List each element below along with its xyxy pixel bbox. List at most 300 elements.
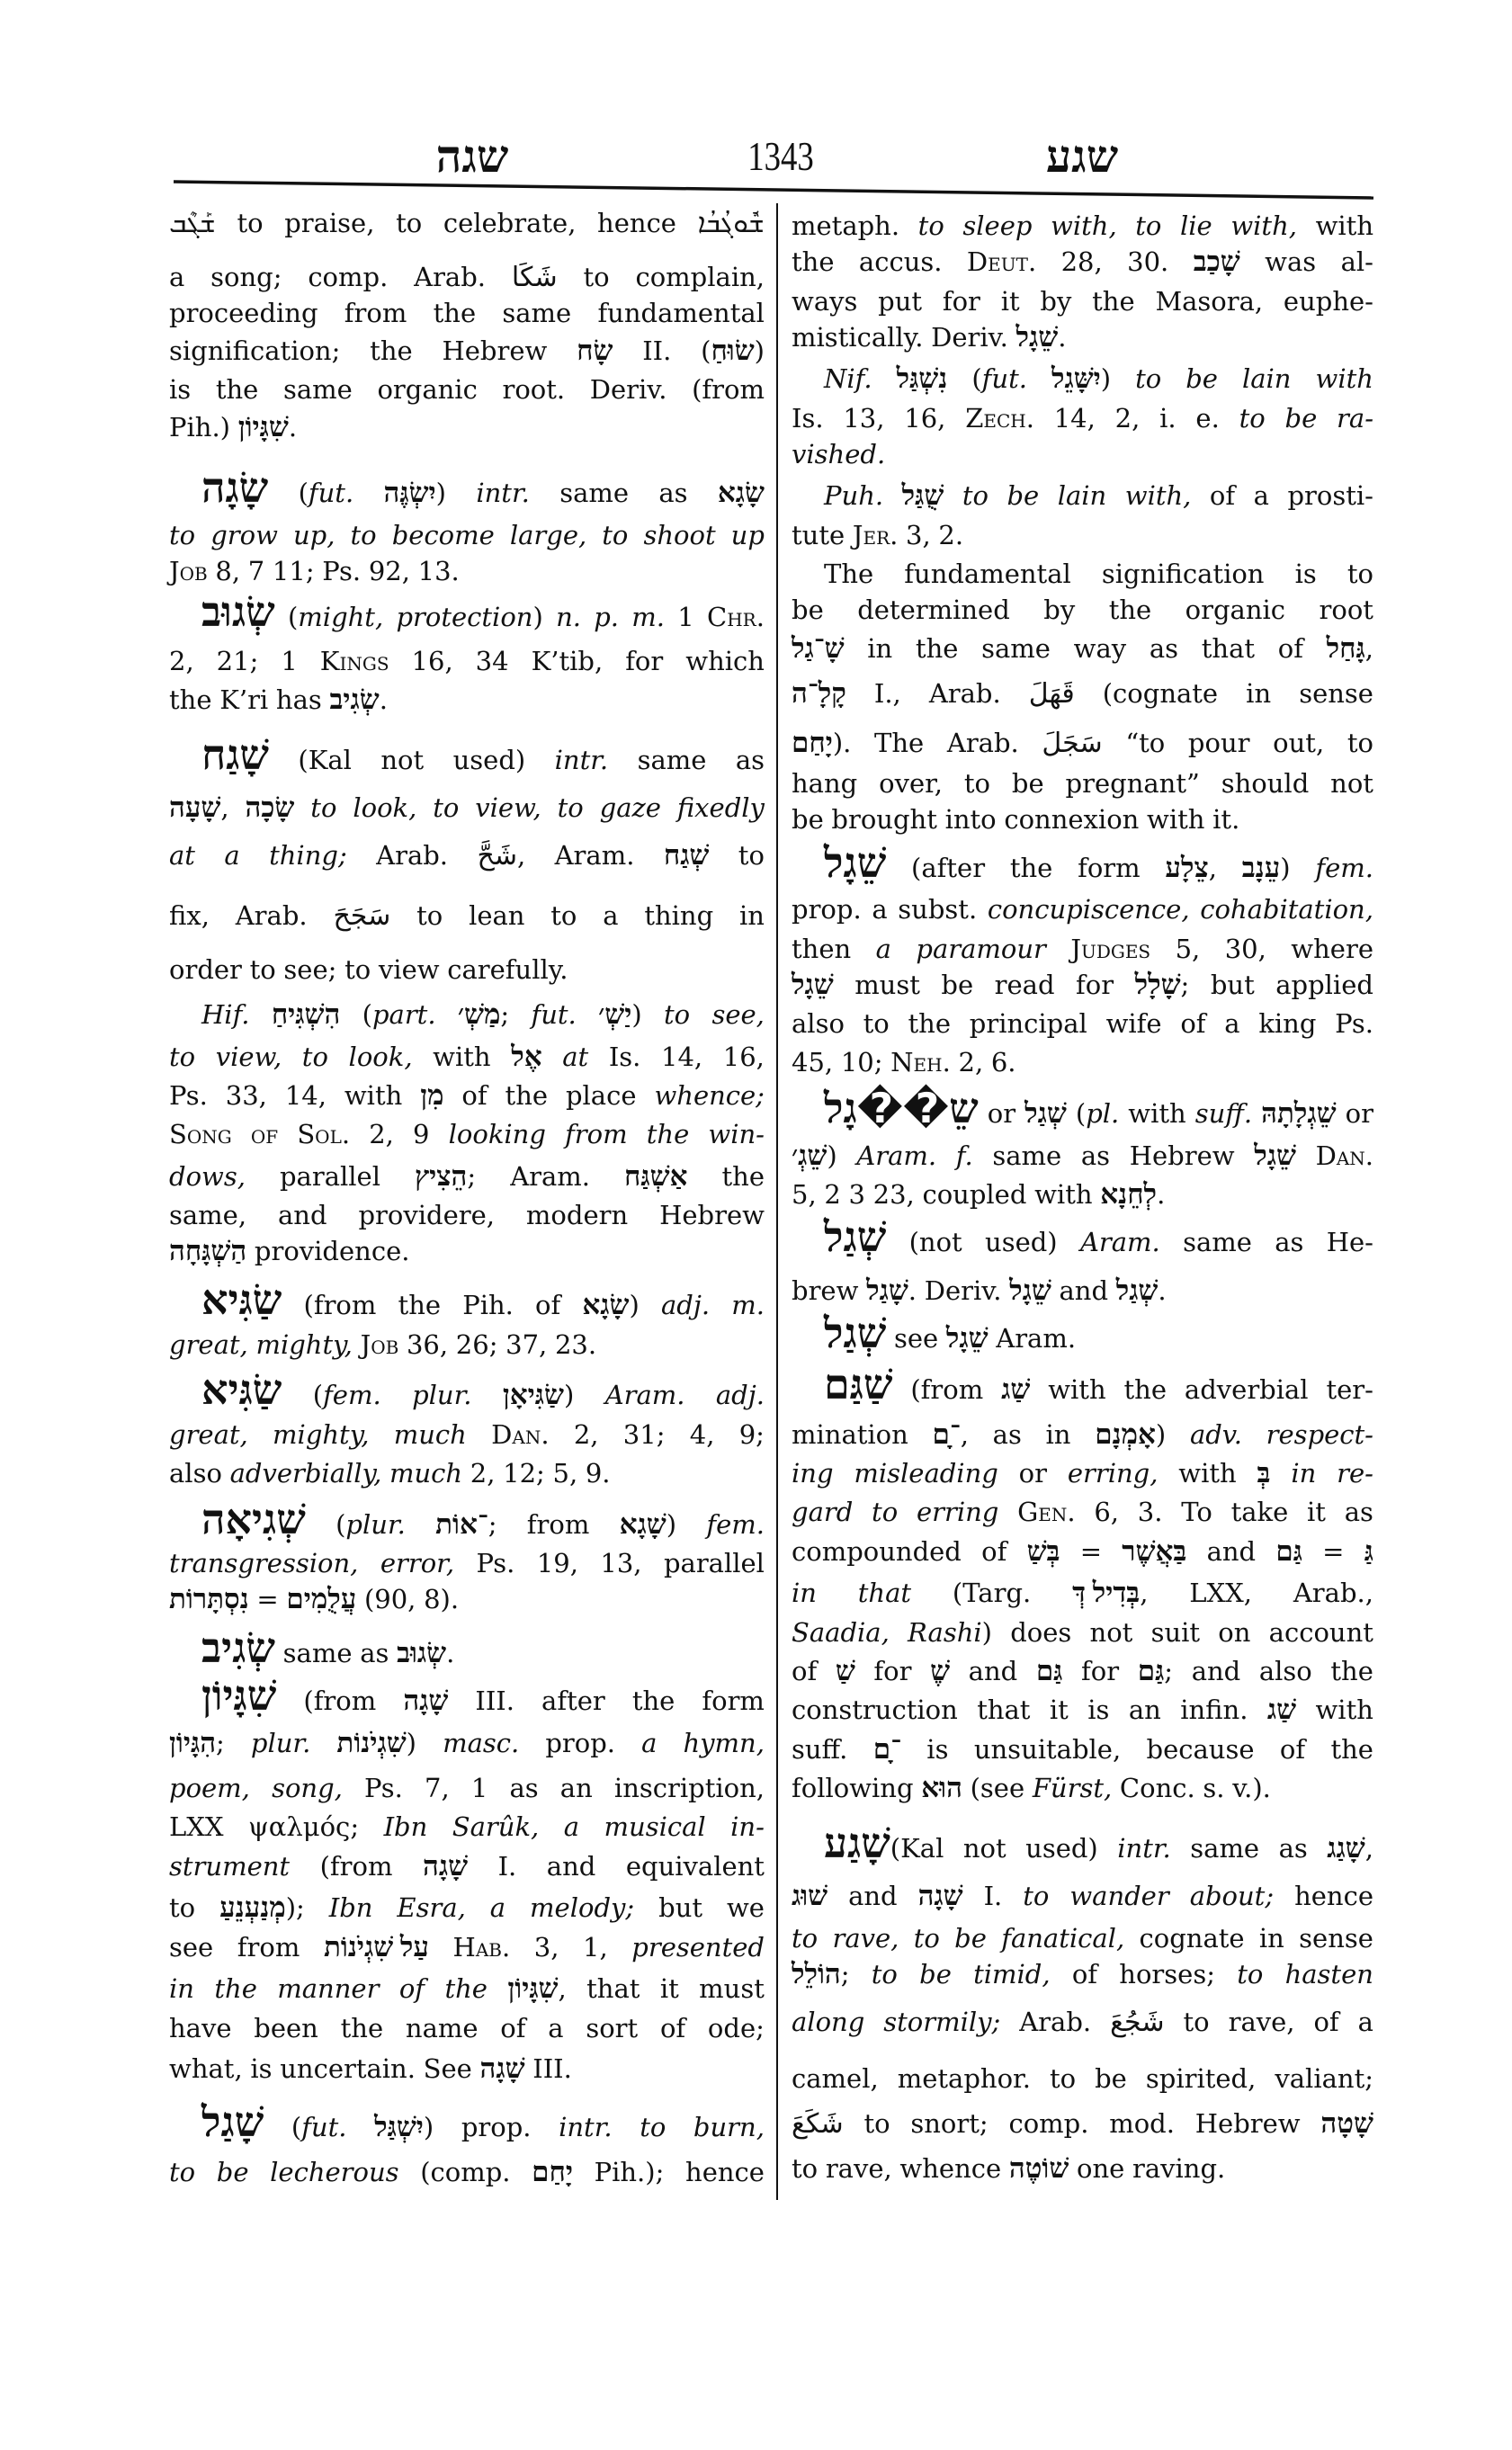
hebrew-word: מַשְׁ׳	[457, 998, 501, 1030]
italic-text: to	[1237, 1959, 1264, 1990]
text-run: ;	[488, 1509, 497, 1540]
word	[992, 1138, 1061, 1174]
text-run: as	[735, 745, 765, 775]
word	[380, 1545, 454, 1581]
hebrew-word: שַׂגִּיאָן	[502, 1379, 564, 1410]
italic-text: poem,	[169, 1773, 250, 1803]
word	[1094, 1494, 1119, 1530]
word	[210, 517, 278, 553]
text-run: must	[699, 1973, 765, 2004]
text-run: as	[658, 478, 688, 508]
italic-text: be	[1185, 363, 1218, 394]
text-run: of	[1209, 480, 1236, 511]
text-run: for	[873, 1656, 912, 1686]
headword: שְׁגִיאָה	[201, 1497, 306, 1542]
word	[873, 1176, 915, 1212]
word	[1007, 478, 1039, 514]
word	[1327, 630, 1373, 666]
text-line	[169, 2154, 765, 2190]
word	[169, 2051, 243, 2087]
text-run: to	[416, 900, 443, 931]
word	[535, 1287, 560, 1323]
word	[512, 259, 558, 295]
hebrew-word: יַשְׁ׳	[598, 998, 632, 1030]
word	[922, 1176, 1026, 1212]
italic-text: to	[557, 792, 584, 823]
word	[1316, 361, 1373, 397]
text-run: place	[565, 1080, 637, 1111]
text-run: =	[1079, 1536, 1103, 1567]
word	[792, 1494, 853, 1530]
hebrew-word: שְׂגוּב	[397, 1637, 447, 1668]
word	[664, 1545, 765, 1581]
word	[380, 742, 424, 778]
word	[1019, 1455, 1047, 1491]
text-line	[792, 1455, 1373, 1491]
word	[792, 1956, 850, 1992]
text-run: from	[526, 1509, 590, 1540]
word	[738, 837, 765, 873]
text-line	[169, 1077, 765, 1113]
italic-text: to	[1023, 1881, 1050, 1911]
text-run: .	[1157, 1179, 1166, 1210]
small-caps-reference: Dan.	[1315, 1140, 1373, 1171]
text-run: used)	[452, 745, 526, 775]
word	[1284, 283, 1373, 319]
running-head-right: שגע	[1045, 131, 1119, 182]
text-run: thing	[644, 900, 714, 931]
italic-text: intr.	[1117, 1833, 1171, 1864]
text-run: i.	[1159, 403, 1176, 434]
text-run: providere,	[358, 1200, 495, 1230]
hebrew-word: גַּם	[1275, 1535, 1302, 1567]
word	[1210, 478, 1235, 514]
text-run: of	[1277, 633, 1303, 664]
italic-text: fut.	[981, 363, 1027, 394]
word	[169, 2010, 232, 2046]
greek-word: ψαλμός	[248, 1811, 351, 1842]
word	[444, 1971, 488, 2007]
italic-text: hymn,	[683, 1728, 765, 1758]
word	[910, 2106, 988, 2142]
word	[1269, 1614, 1373, 1650]
word	[792, 765, 857, 801]
italic-text: burn,	[693, 2112, 765, 2142]
text-run: .	[379, 684, 388, 715]
text-run: not	[1330, 768, 1373, 799]
word	[609, 1039, 641, 1075]
word	[566, 1077, 637, 1113]
word	[1246, 675, 1271, 711]
word	[358, 1197, 495, 1233]
arabic-word: شَحَّ	[477, 840, 517, 872]
word	[1036, 1653, 1063, 1689]
word	[792, 1176, 817, 1212]
word	[1034, 1176, 1092, 1212]
word	[553, 1455, 578, 1491]
word	[1180, 1006, 1205, 1042]
word	[329, 682, 387, 718]
text-run: I.	[983, 1881, 1003, 1911]
text-line	[169, 465, 765, 511]
text-run: s.	[1203, 1773, 1225, 1803]
italic-text: with,	[1230, 210, 1297, 241]
word	[981, 1533, 1007, 1569]
text-run: .	[1058, 322, 1067, 353]
word	[475, 790, 541, 826]
text-run: fix,	[169, 900, 210, 931]
word	[792, 801, 824, 837]
text-line	[169, 259, 765, 295]
text-run: Aram.	[554, 840, 635, 871]
text-run: as	[1275, 1227, 1304, 1257]
word	[890, 1044, 951, 1080]
hebrew-word: הִשְׁגִּיחַ	[271, 998, 341, 1030]
italic-text: in	[792, 1578, 817, 1608]
word	[1147, 1731, 1255, 1767]
word	[640, 2109, 666, 2145]
text-run: for	[1076, 970, 1114, 1000]
word	[169, 837, 195, 873]
text-run: Aram.	[510, 1161, 590, 1192]
word	[169, 1848, 290, 1884]
text-run: with	[1315, 210, 1373, 241]
word	[638, 742, 707, 778]
word	[461, 2109, 532, 2145]
word	[1327, 1224, 1373, 1260]
word	[304, 1287, 377, 1323]
text-line	[792, 1310, 1373, 1356]
text-run: the	[1009, 853, 1053, 883]
word	[1072, 1575, 1148, 1611]
italic-text: re-	[1337, 1458, 1373, 1489]
text-run: 2,	[573, 1419, 599, 1450]
arabic-word: شَكَا	[511, 262, 558, 293]
word	[908, 1614, 992, 1650]
word	[412, 1377, 471, 1413]
text-run: on	[1218, 1617, 1251, 1648]
word	[256, 1581, 278, 1617]
text-run: not	[962, 1833, 1007, 1864]
word	[324, 1929, 429, 1965]
word	[792, 1770, 914, 1806]
hebrew-word: שָׁגָה	[403, 1685, 449, 1716]
word	[943, 283, 980, 319]
hebrew-word: שִׁגָּיוֹן	[237, 411, 289, 443]
word	[509, 1770, 538, 1806]
word	[1257, 1455, 1271, 1491]
text-run: ;	[500, 999, 510, 1030]
word	[201, 1497, 306, 1542]
word	[1364, 1533, 1373, 1569]
text-run: rave,	[825, 2153, 892, 2184]
italic-text: rave,	[832, 1923, 899, 1954]
text-run: with	[1315, 1694, 1373, 1725]
italic-text: fut.	[531, 999, 577, 1030]
italic-text: adverbially,	[229, 1458, 382, 1489]
italic-text: dows,	[169, 1161, 246, 1192]
word	[1051, 208, 1117, 244]
word	[792, 675, 846, 711]
word	[424, 2051, 472, 2087]
text-run: not	[380, 745, 425, 775]
italic-text: to	[1239, 403, 1266, 434]
small-caps-reference: Sol.	[297, 1119, 351, 1149]
text-line	[169, 371, 765, 407]
text-run: 2,	[369, 1119, 394, 1149]
text-run: because	[1146, 1734, 1255, 1765]
text-run: accus.	[858, 246, 943, 277]
text-run: by	[1040, 286, 1072, 317]
word	[379, 952, 440, 988]
word	[169, 295, 318, 331]
italic-text: ing	[792, 1458, 834, 1489]
word	[214, 1971, 257, 2007]
italic-text: to	[792, 1923, 819, 1954]
word	[555, 1327, 596, 1363]
text-run: it	[1307, 1497, 1326, 1527]
text-run: must	[854, 970, 920, 1000]
text-run: modern	[525, 1200, 629, 1230]
word	[470, 1455, 496, 1491]
word	[555, 837, 635, 873]
word	[1341, 244, 1373, 280]
italic-text: fem.	[706, 1509, 765, 1540]
word	[396, 205, 422, 241]
text-line	[169, 1770, 765, 1806]
word	[731, 517, 765, 553]
word	[413, 1116, 429, 1152]
italic-text: timid,	[973, 1959, 1051, 1990]
word	[883, 2004, 1000, 2040]
text-run: in	[1045, 1419, 1071, 1450]
italic-text: looking	[448, 1119, 546, 1149]
text-run: an	[559, 1773, 593, 1803]
word	[406, 2010, 479, 2046]
headword: שַׁגַּם	[824, 1362, 893, 1408]
word	[654, 1077, 765, 1113]
word	[169, 790, 229, 826]
hebrew-word: בְּשַׁ	[1026, 1535, 1060, 1567]
word	[1299, 675, 1373, 711]
word	[1295, 556, 1317, 592]
word	[283, 371, 353, 407]
text-line	[792, 1006, 1373, 1042]
word	[1337, 400, 1373, 436]
text-run: hang	[792, 768, 858, 799]
text-run: put	[878, 286, 923, 317]
text-line	[792, 1044, 1373, 1080]
text-run: with	[1147, 804, 1205, 835]
text-run: then	[792, 934, 852, 964]
text-run: ;	[1180, 970, 1190, 1000]
text-run: same	[282, 1638, 353, 1668]
text-line	[169, 1971, 765, 2007]
text-run: III.	[475, 1685, 514, 1716]
text-run: signification	[1101, 559, 1265, 589]
text-line	[792, 1362, 1373, 1408]
text-line	[792, 1820, 1373, 1866]
text-run: subst.	[898, 894, 978, 925]
word	[843, 400, 884, 436]
word	[526, 1197, 628, 1233]
word	[792, 1138, 837, 1174]
text-run: Arab.	[235, 900, 308, 931]
hebrew-word: אַשְׁגַּח	[624, 1160, 688, 1192]
word	[1074, 630, 1127, 666]
word	[879, 765, 943, 801]
text-run: complain,	[635, 262, 765, 292]
word	[1010, 850, 1053, 886]
italic-text: the	[646, 1119, 690, 1149]
text-run: 13.	[417, 556, 460, 586]
word	[374, 2109, 434, 2145]
italic-text: strument	[169, 1851, 291, 1882]
word	[236, 898, 308, 934]
italic-text: view,	[215, 1042, 282, 1072]
word	[586, 2010, 638, 2046]
italic-text: masc.	[443, 1728, 520, 1758]
text-run: 37,	[505, 1329, 548, 1360]
italic-text: to	[169, 520, 196, 550]
text-run: 3	[848, 1179, 865, 1210]
text-run: equivalent	[625, 1851, 765, 1882]
word	[169, 1581, 249, 1617]
text-run: (	[701, 335, 711, 366]
word	[658, 475, 687, 511]
word	[291, 2109, 347, 2145]
word	[836, 1653, 855, 1689]
text-run: parallel	[279, 1161, 380, 1192]
word	[926, 1731, 948, 1767]
word	[434, 295, 477, 331]
text-run: )	[532, 602, 543, 632]
word	[1242, 850, 1291, 886]
text-run: 2,	[169, 646, 194, 676]
small-caps-reference: Gen.	[1017, 1497, 1076, 1527]
text-run: hence	[597, 208, 676, 238]
text-line	[792, 1417, 1373, 1453]
text-run: of	[981, 1536, 1007, 1567]
word	[344, 295, 407, 331]
text-line	[169, 1625, 765, 1671]
text-line	[169, 732, 765, 778]
word	[169, 1809, 224, 1845]
word	[420, 1077, 443, 1113]
text-run: =	[256, 1584, 279, 1614]
word	[169, 1116, 232, 1152]
word	[1195, 400, 1219, 436]
text-run: as	[509, 1773, 539, 1803]
italic-text: lain	[1057, 480, 1107, 511]
text-run: and	[1206, 1536, 1257, 1567]
text-run: 31;	[622, 1419, 666, 1450]
hebrew-word: עֵנָב	[1241, 852, 1281, 883]
text-run: form	[1078, 853, 1141, 883]
word	[641, 1725, 657, 1761]
text-run: is	[1294, 559, 1317, 589]
text-run: with	[433, 1042, 491, 1072]
word	[1155, 283, 1263, 319]
word	[590, 371, 667, 407]
italic-text: adj.	[715, 1380, 765, 1410]
text-run: K’tib,	[531, 646, 604, 676]
text-run: the	[631, 1685, 675, 1716]
word	[1307, 1494, 1326, 1530]
word	[361, 1327, 399, 1363]
text-run: 26;	[455, 1329, 498, 1360]
word	[824, 1820, 944, 1866]
word	[273, 1417, 369, 1453]
hebrew-word: הִגָּיוֹן	[169, 1727, 217, 1758]
word	[874, 675, 901, 711]
word	[586, 1971, 640, 2007]
word	[1046, 1417, 1071, 1453]
italic-text: up,	[292, 520, 336, 550]
text-line	[792, 1086, 1373, 1131]
word	[914, 1920, 940, 1956]
word	[723, 1039, 765, 1075]
text-run: same	[502, 298, 572, 328]
small-caps-reference: Jer.	[852, 520, 899, 550]
italic-text: in	[169, 1973, 194, 2004]
small-caps-reference: Job	[169, 556, 208, 586]
hebrew-word: שָׁ־גַל	[792, 632, 845, 664]
hebrew-word: צֵלָע	[1165, 852, 1209, 883]
word	[635, 259, 765, 295]
text-run: of	[1279, 1734, 1306, 1765]
word	[916, 931, 1046, 967]
word	[919, 1956, 952, 1992]
word	[1050, 2061, 1076, 2097]
text-run: (Kal	[298, 745, 352, 775]
word	[574, 1417, 599, 1453]
italic-text: to	[913, 1923, 940, 1954]
hebrew-word: שֻׁגַּל	[901, 479, 944, 511]
text-run: )	[1100, 363, 1112, 394]
text-run: account	[1268, 1617, 1373, 1648]
word	[458, 997, 509, 1033]
text-run: not	[1089, 1617, 1133, 1648]
text-run: (from	[303, 1685, 377, 1716]
text-run: Deriv.	[589, 374, 667, 405]
word	[577, 333, 613, 369]
word	[953, 1575, 1031, 1611]
text-run: Masora,	[1155, 286, 1264, 317]
word	[1165, 850, 1217, 886]
text-run: lean	[469, 900, 525, 931]
hebrew-word: שָׁכַב	[1193, 246, 1240, 277]
italic-text: be	[216, 2157, 249, 2187]
word	[854, 1455, 998, 1491]
text-run: the	[169, 684, 212, 715]
syriac-word: ܫܽܘܓܳܒܳܐ	[697, 208, 765, 239]
word	[660, 1971, 679, 2007]
small-caps-reference: of	[250, 1119, 279, 1149]
italic-text: plur.	[345, 1509, 406, 1540]
word	[792, 1273, 858, 1309]
word	[1119, 1956, 1215, 1992]
word	[1291, 1455, 1316, 1491]
text-line	[169, 2051, 765, 2087]
word	[739, 898, 765, 934]
word	[792, 2004, 864, 2040]
text-run: carefully.	[447, 954, 568, 985]
word	[169, 1725, 225, 1761]
word	[701, 333, 765, 369]
text-run: mination	[792, 1419, 908, 1450]
word	[848, 1878, 898, 1914]
